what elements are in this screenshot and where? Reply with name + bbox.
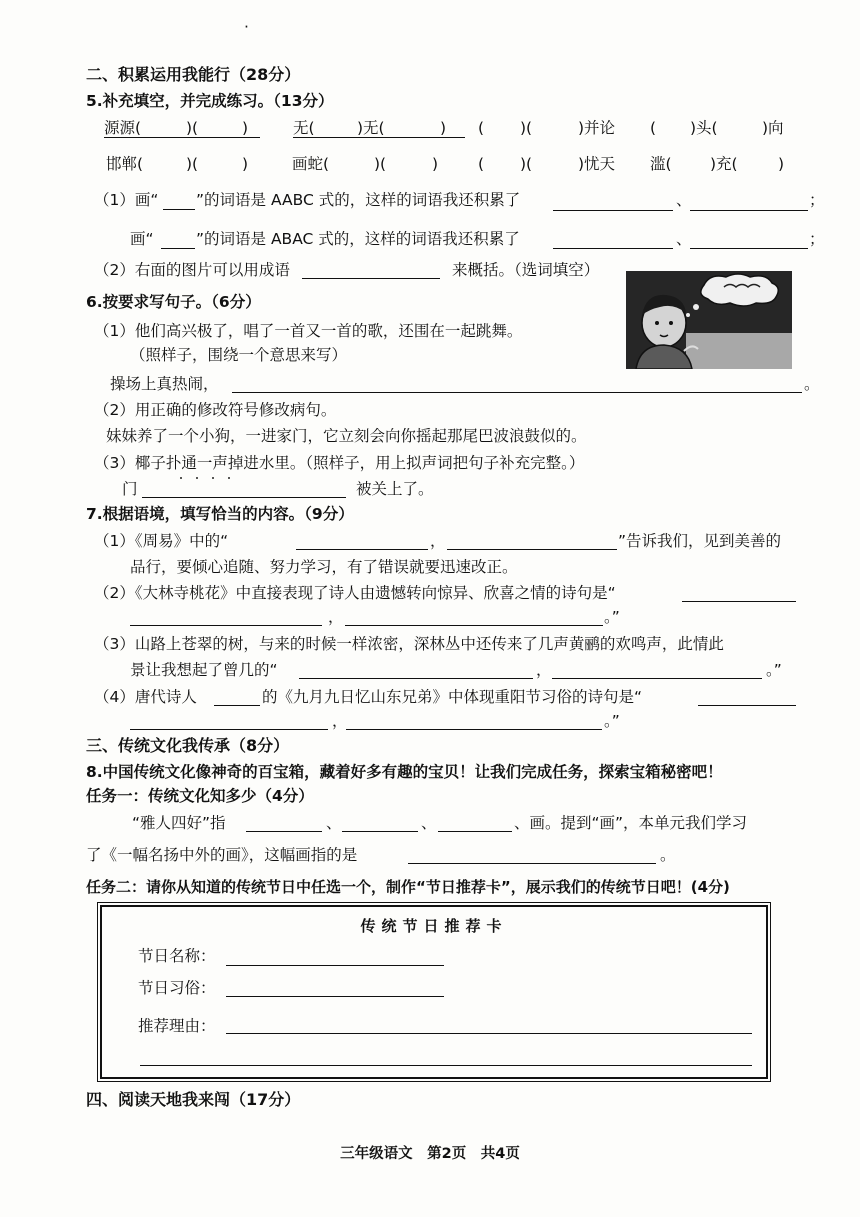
comma: ，	[328, 608, 344, 626]
q6-title: 6.按要求写句子。（6分）	[86, 293, 261, 311]
festival-custom-label: 节日习俗：	[138, 979, 216, 997]
answer-blank[interactable]	[690, 248, 808, 249]
task2-title: 任务二：请你从知道的传统节日中任选一个，制作“节日推荐卡”，展示我们的传统节日吧！(4分)	[86, 878, 730, 896]
answer-blank[interactable]	[438, 831, 512, 832]
separator: 、	[326, 814, 342, 832]
underline-mark	[104, 137, 260, 138]
answer-blank[interactable]	[408, 863, 656, 864]
idiom-text: )(	[520, 119, 533, 137]
q5-1b-text: ”的词语是 ABAC 式的，这样的词语我还积累了	[196, 230, 520, 248]
mark-blank	[163, 209, 195, 210]
separator: ；	[809, 191, 825, 209]
underline-mark	[293, 137, 465, 138]
recommend-reason-label: 推荐理由：	[138, 1017, 216, 1035]
q7-1-prefix: （1）《周易》中的“	[94, 532, 229, 550]
speck: ·	[244, 18, 249, 36]
idiom-text: 滥(	[650, 155, 672, 173]
q5-title: 5.补充填空，并完成练习。（13分）	[86, 92, 334, 110]
q6-1-hint: （照样子，围绕一个意思来写）	[130, 346, 348, 364]
emphasis-dot	[180, 477, 182, 479]
q6-1-lead: 操场上真热闹，	[110, 375, 219, 393]
answer-blank[interactable]	[698, 705, 796, 706]
q5-1b-prefix: 画“	[130, 230, 154, 248]
q7-4-prefix: （4）唐代诗人	[94, 688, 197, 706]
idiom-text: (	[478, 155, 485, 173]
idiom-text: )并论	[578, 119, 616, 137]
recommend-reason-field[interactable]	[226, 1033, 752, 1034]
idiom-text: )无(	[357, 119, 385, 137]
idiom-text: 无(	[293, 119, 315, 137]
task1-line2: 了《一幅名扬中外的画》，这幅画指的是	[86, 846, 358, 864]
idiom-text: )	[432, 155, 439, 173]
answer-blank[interactable]	[232, 392, 802, 393]
answer-blank[interactable]	[447, 549, 617, 550]
period: 。	[660, 846, 676, 864]
q7-4-text: 的《九月九日忆山东兄弟》中体现重阳节习俗的诗句是“	[262, 688, 643, 706]
separator: 、	[676, 230, 692, 248]
festival-name-field[interactable]	[226, 965, 444, 966]
close-quote: 。”	[766, 661, 782, 679]
idiom-text: 邯郸(	[106, 155, 144, 173]
idiom-text: 源源(	[104, 119, 142, 137]
task1-line-suffix: 、画。提到“画”，本单元我们学习	[514, 814, 748, 832]
section2-title: 二、积累运用我能行（28分）	[86, 65, 301, 84]
answer-blank[interactable]	[296, 549, 428, 550]
q5-2-suffix: 来概括。（选词填空）	[452, 261, 600, 279]
idiom-text: 画蛇(	[292, 155, 330, 173]
answer-blank[interactable]	[690, 210, 808, 211]
emphasis-dot	[212, 477, 214, 479]
answer-blank[interactable]	[345, 625, 603, 626]
answer-blank[interactable]	[346, 729, 602, 730]
idiom-text: )忧天	[578, 155, 616, 173]
q6-3-instruction: （3）椰子扑通一声掉进水里。（照样子，用上拟声词把句子补充完整。）	[94, 454, 585, 472]
idiom-text: )	[242, 155, 249, 173]
festival-name-label: 节日名称：	[138, 947, 216, 965]
task1-title: 任务一：传统文化知多少（4分）	[86, 787, 314, 805]
q6-2-instruction: （2）用正确的修改符号修改病句。	[94, 401, 337, 419]
close-quote: 。”	[604, 608, 620, 626]
emphasis-dot	[196, 477, 198, 479]
q6-1-sentence: （1）他们高兴极了，唱了一首又一首的歌，还围在一起跳舞。	[94, 322, 523, 340]
period: 。	[804, 375, 820, 393]
recommend-reason-field-line2[interactable]	[140, 1065, 752, 1066]
q8-text: 8.中国传统文化像神奇的百宝箱，藏着好多有趣的宝贝！让我们完成任务，探索宝箱秘密吧！	[86, 763, 723, 781]
section4-title: 四、阅读天地我来闯（17分）	[86, 1090, 301, 1109]
separator: ；	[809, 230, 825, 248]
q6-3-prefix: 门	[122, 480, 138, 498]
idiom-text: )(	[186, 155, 199, 173]
mark-blank	[161, 248, 195, 249]
q7-title: 7.根据语境，填写恰当的内容。（9分）	[86, 505, 354, 523]
answer-blank[interactable]	[142, 497, 346, 498]
separator: 、	[421, 814, 437, 832]
answer-blank[interactable]	[299, 678, 533, 679]
idiom-text: )头(	[690, 119, 718, 137]
comma: ，	[332, 712, 348, 730]
idiom-text: )(	[520, 155, 533, 173]
answer-blank[interactable]	[682, 601, 796, 602]
answer-blank[interactable]	[214, 705, 260, 706]
q7-1-continuation: 品行，要倾心追随、努力学习，有了错误就要迅速改正。	[130, 558, 518, 576]
comma: ，	[536, 661, 552, 679]
idiom-text: (	[650, 119, 657, 137]
idiom-text: (	[478, 119, 485, 137]
idiom-text: )(	[186, 119, 199, 137]
idiom-text: )向	[762, 119, 784, 137]
section3-title: 三、传统文化我传承（8分）	[86, 736, 290, 755]
answer-blank[interactable]	[130, 625, 322, 626]
answer-blank[interactable]	[552, 678, 762, 679]
q5-1a-prefix: （1）画“	[94, 191, 159, 209]
answer-blank[interactable]	[302, 278, 440, 279]
page-footer: 三年级语文 第2页 共4页	[340, 1146, 520, 1162]
thinking-boy-picture	[626, 271, 792, 369]
q7-2-text: （2）《大林寺桃花》中直接表现了诗人由遗憾转向惊异、欣喜之情的诗句是“	[94, 584, 616, 602]
answer-blank[interactable]	[246, 831, 322, 832]
q5-2-prefix: （2）右面的图片可以用成语	[94, 261, 290, 279]
q7-3-text: （3）山路上苍翠的树，与来的时候一样浓密，深林丛中还传来了几声黄鹂的欢鸣声，此情此	[94, 635, 724, 653]
answer-blank[interactable]	[130, 729, 328, 730]
q6-2-sentence: 妹妹养了一个小狗，一进家门，它立刻会向你摇起那尾巴波浪鼓似的。	[106, 427, 587, 445]
recommendation-card	[100, 905, 768, 1079]
idiom-text: )	[778, 155, 785, 173]
comma: ，	[430, 532, 446, 550]
card-title: 传统节日推荐卡	[360, 917, 508, 935]
idiom-text: )	[242, 119, 249, 137]
q6-3-suffix: 被关上了。	[356, 480, 434, 498]
close-quote: 。”	[604, 712, 620, 730]
idiom-text: )(	[374, 155, 387, 173]
separator: 、	[676, 191, 692, 209]
answer-blank[interactable]	[342, 831, 418, 832]
idiom-text: )充(	[710, 155, 738, 173]
answer-blank[interactable]	[553, 248, 673, 249]
festival-custom-field[interactable]	[226, 996, 444, 997]
task1-line-prefix: “雅人四好”指	[132, 814, 226, 832]
answer-blank[interactable]	[553, 210, 673, 211]
emphasis-dot	[228, 477, 230, 479]
q7-3-continuation: 景让我想起了曾几的“	[130, 661, 278, 679]
q5-1a-text: ”的词语是 AABC 式的，这样的词语我还积累了	[196, 191, 521, 209]
q7-1-suffix: ”告诉我们，见到美善的	[618, 532, 782, 550]
idiom-text: )	[440, 119, 447, 137]
